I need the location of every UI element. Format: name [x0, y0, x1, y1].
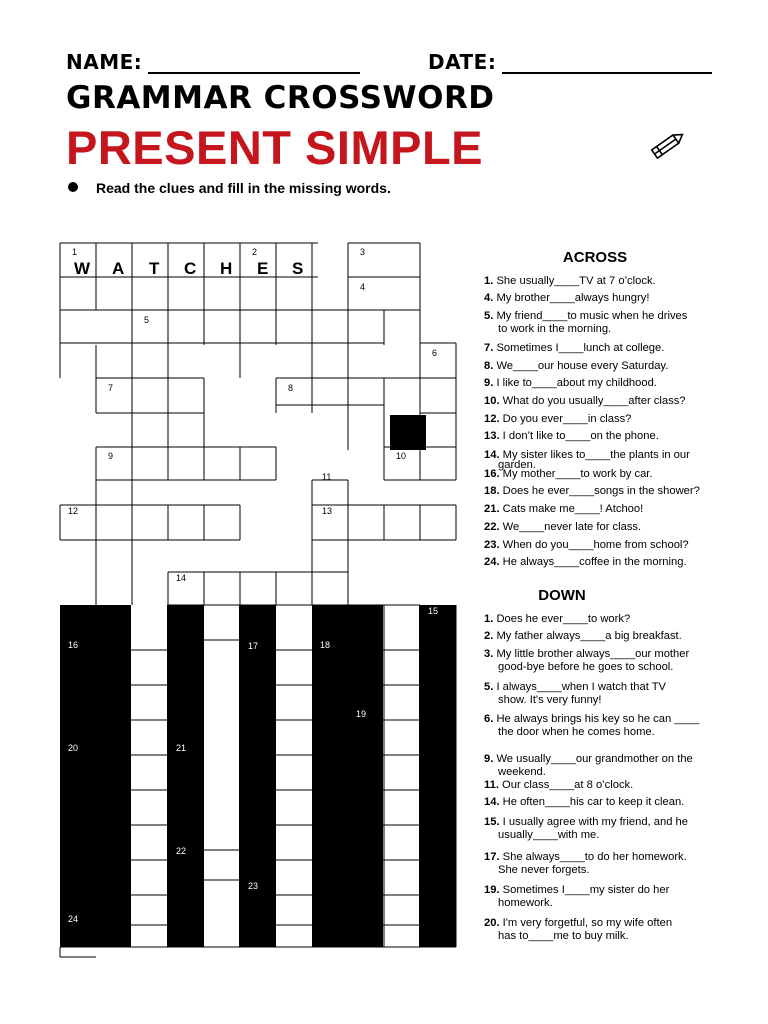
- grid-letter: C: [184, 259, 197, 278]
- clue-number: 7: [108, 383, 114, 393]
- clue-number: 22: [176, 846, 187, 856]
- clue-text: My brother____always hungry!: [496, 292, 650, 304]
- clue-number-label: 5.: [484, 310, 497, 322]
- clue-number: 9: [108, 451, 114, 461]
- clue-text: When do you____home from school?: [502, 539, 689, 551]
- clue-number: 11: [322, 472, 332, 482]
- clue-number: 23: [248, 881, 259, 891]
- clue-number: 20: [68, 743, 79, 753]
- clue-number-label: 19.: [484, 884, 503, 896]
- clue-number: 1: [72, 247, 78, 257]
- clue-number-label: 4.: [484, 292, 497, 304]
- clue-text: My sister likes to____the plants in our: [502, 449, 690, 461]
- clue-number: 24: [68, 914, 79, 924]
- clue-number: 14: [176, 573, 187, 583]
- clue-number: 5: [144, 315, 150, 325]
- clue-number-label: 24.: [484, 556, 503, 568]
- across-heading: ACROSS: [562, 249, 628, 266]
- black-block: [167, 605, 204, 947]
- clue-text: My mother____to work by car.: [502, 468, 653, 480]
- clue-text: I always____when I watch that TV: [496, 681, 667, 693]
- clue-number: 2: [252, 247, 258, 257]
- clue-text: Sometimes I____my sister do her: [502, 884, 670, 896]
- grid-letter: H: [220, 259, 233, 278]
- black-block: [419, 605, 456, 947]
- clue-number-label: 7.: [484, 342, 497, 354]
- across-clue: [484, 275, 720, 288]
- clue-number-label: 12.: [484, 413, 503, 425]
- clue-text: I usually agree with my friend, and he: [502, 816, 688, 828]
- clue-text: He always brings his key so he can ____: [496, 713, 700, 725]
- clue-number: 8: [288, 383, 294, 393]
- clue-number-label: 2.: [484, 630, 497, 642]
- clue-text: She always____to do her homework.: [502, 851, 687, 863]
- clue-number-label: 16.: [484, 468, 503, 480]
- clue-number: 16: [68, 640, 79, 650]
- down-clue: [484, 713, 720, 739]
- black-block: [312, 605, 383, 947]
- clue-number-label: 15.: [484, 816, 503, 828]
- clue-number-label: 9.: [484, 377, 497, 389]
- black-block: [239, 605, 276, 947]
- clue-text: My friend____to music when he drives: [496, 310, 688, 322]
- clue-text: My little brother always____our mother: [496, 648, 690, 660]
- black-block: [60, 605, 131, 947]
- name-label: NAME:: [66, 50, 143, 74]
- clue-number-label: 3.: [484, 648, 497, 660]
- clue-text: We usually____our grandmother on the: [496, 753, 693, 765]
- clue-text-continued: has to____me to buy milk.: [498, 930, 629, 942]
- clue-number-label: 21.: [484, 503, 503, 515]
- across-clue: [484, 413, 720, 426]
- clue-number-label: 1.: [484, 613, 497, 625]
- clue-text: Our class____at 8 o’clock.: [502, 779, 634, 791]
- clue-number-label: 14.: [484, 449, 503, 461]
- clue-text-continued: weekend.: [498, 766, 546, 778]
- down-clue: [484, 681, 720, 707]
- down-clue: [484, 917, 720, 943]
- clue-text: Do you ever____in class?: [502, 413, 632, 425]
- clue-text: We____our house every Saturday.: [496, 360, 669, 372]
- clue-number-label: 10.: [484, 395, 503, 407]
- clue-text-continued: to work in the morning.: [498, 323, 612, 335]
- clue-text-continued: usually____with me.: [498, 829, 600, 841]
- across-clue: [484, 377, 720, 390]
- clue-text: I like to____about my childhood.: [496, 377, 657, 389]
- clue-text: Sometimes I____lunch at college.: [496, 342, 665, 354]
- grid-letter: T: [149, 259, 160, 278]
- instruction-text: Read the clues and fill in the missing words.: [96, 180, 391, 196]
- black-block: [390, 415, 426, 450]
- across-clue: [484, 310, 720, 336]
- clue-text: I'm very forgetful, so my wife often: [502, 917, 673, 929]
- clue-number-label: 18.: [484, 485, 503, 497]
- page-title: GRAMMAR CROSSWORD: [66, 80, 495, 116]
- clue-text-continued: good-bye before he goes to school.: [498, 661, 674, 673]
- clue-number-label: 14.: [484, 796, 503, 808]
- down-clue: [484, 779, 720, 792]
- clue-number: 6: [432, 348, 438, 358]
- clue-text: Does he ever____to work?: [496, 613, 631, 625]
- across-clue: [484, 430, 720, 443]
- clue-number-label: 9.: [484, 753, 497, 765]
- clue-number: 15: [428, 606, 439, 616]
- across-clue: [484, 485, 720, 498]
- grid-letter: W: [74, 259, 91, 278]
- down-clue: [484, 851, 720, 877]
- across-clue: [484, 556, 720, 569]
- clue-text: She usually____TV at 7 o’clock.: [496, 275, 656, 287]
- date-label: DATE:: [428, 50, 497, 74]
- clue-number: 19: [356, 709, 367, 719]
- clue-text-continued: homework.: [498, 897, 553, 909]
- across-clue: [484, 395, 720, 408]
- clue-number-label: 22.: [484, 521, 503, 533]
- down-clue: [484, 753, 720, 779]
- down-clue: [484, 613, 720, 626]
- across-clue: [484, 539, 720, 552]
- grid-letter: S: [292, 259, 304, 278]
- across-clue: [484, 292, 720, 305]
- clue-number-label: 17.: [484, 851, 503, 863]
- across-clue: [484, 360, 720, 373]
- clue-number: 3: [360, 247, 366, 257]
- clue-number: 17: [248, 641, 259, 651]
- across-clue: [484, 468, 720, 481]
- clue-number-label: 6.: [484, 713, 497, 725]
- clue-number: 18: [320, 640, 331, 650]
- clue-text: He often____his car to keep it clean.: [502, 796, 685, 808]
- down-clue: [484, 648, 720, 674]
- clue-text-continued: She never forgets.: [498, 864, 590, 876]
- clue-number: 4: [360, 282, 366, 292]
- clue-number: 21: [176, 743, 187, 753]
- clue-number: 13: [322, 506, 333, 516]
- clue-text: He always____coffee in the morning.: [502, 556, 687, 568]
- clue-number-label: 1.: [484, 275, 497, 287]
- grid-letter: A: [112, 259, 125, 278]
- across-clue: [484, 503, 720, 516]
- clue-text-continued: garden.: [498, 459, 536, 471]
- grid-letter: E: [257, 259, 269, 278]
- across-clue: [484, 342, 720, 355]
- down-clue: [484, 884, 720, 910]
- clue-text: Does he ever____songs in the shower?: [502, 485, 700, 497]
- clue-number-label: 8.: [484, 360, 497, 372]
- clue-text: I don’t like to____on the phone.: [502, 430, 659, 442]
- black-columns: [60, 415, 456, 947]
- clue-text: What do you usually____after class?: [502, 395, 686, 407]
- clue-text: My father always____a big breakfast.: [496, 630, 682, 642]
- page-subtitle: PRESENT SIMPLE: [66, 121, 484, 174]
- clue-number-label: 5.: [484, 681, 497, 693]
- down-clue: [484, 630, 720, 643]
- clue-number: 12: [68, 506, 79, 516]
- clue-number: 10: [396, 451, 407, 461]
- clue-text-continued: show. It's very funny!: [498, 694, 602, 706]
- clue-number-label: 11.: [484, 779, 503, 791]
- clue-number-label: 20.: [484, 917, 503, 929]
- clue-text: Cats make me____! Atchoo!: [502, 503, 644, 515]
- down-clue: [484, 796, 720, 809]
- across-clue: [484, 521, 720, 534]
- clue-text-continued: the door when he comes home.: [498, 726, 655, 738]
- clue-number-label: 23.: [484, 539, 503, 551]
- clue-text: We____never late for class.: [502, 521, 642, 533]
- clue-number-label: 13.: [484, 430, 503, 442]
- down-clue: [484, 816, 720, 842]
- down-heading: DOWN: [538, 587, 586, 604]
